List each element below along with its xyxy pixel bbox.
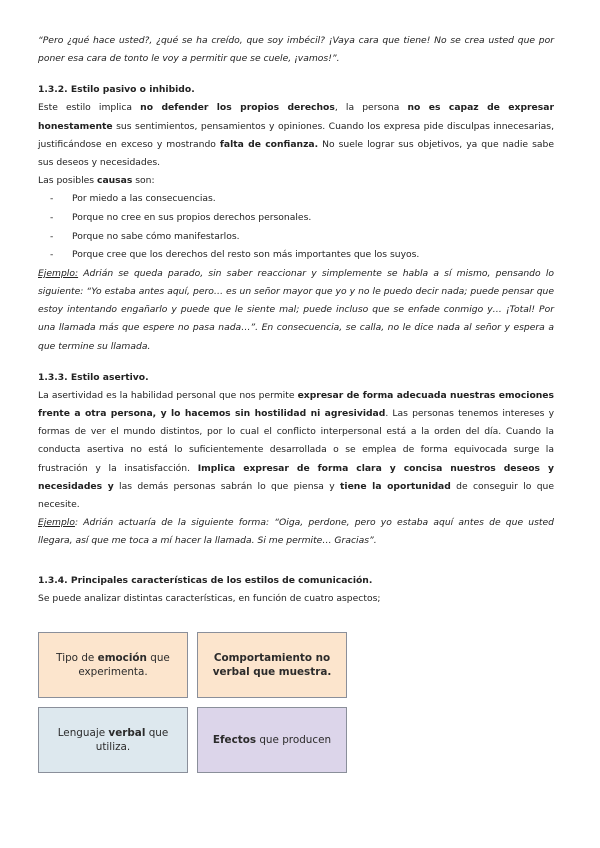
example-label: Ejemplo: [38, 517, 75, 529]
aspects-grid: [38, 632, 348, 773]
assertive-paragraph: La asertividad es la habilidad personal que nos permite expresar de forma adecuada nuestras emociones frente a otra persona, y lo hacemos sin hostilidad ni agresividad. Las personas tenemos intereses y formas de ver el mundo distintos, por lo cual el conflicto interpersonal está a la orden del día. Cuando la conducta asertiva no está lo suficientemente desarrollada o se emplea de forma equivocada surge la frustración y la insatisfacción. Implica expresar de forma clara y concisa nuestros deseos y necesidades y las demás personas sabrán lo que piensa y tiene la oportunidad de conseguir lo que necesite.: [38, 389, 555, 511]
assertive-example: Ejemplo: Adrián actuaría de la siguiente forma: “Oiga, perdone, pero yo estaba aquí antes de que usted llegara, así que me toca a mí hacer la llamada. Si me permite… Gracias”.: [38, 517, 554, 547]
intro-quote: “Pero ¿qué hace usted?, ¿qué se ha creído, que soy imbécil? ¡Vaya cara que tiene! No se crea usted que por poner esa cara de tonto le voy a permitir que se cuele, ¡vamos!”.: [38, 35, 554, 65]
aspect-box-effects: Efectos que producen: [197, 707, 347, 773]
aspect-box-emotion: Tipo de emoción que experimenta.: [38, 632, 188, 698]
list-item: - Porque no sabe cómo manifestarlos.: [50, 230, 240, 242]
list-item: - Porque no cree en sus propios derechos personales.: [50, 212, 312, 224]
list-item: - Porque cree que los derechos del resto son más importantes que los suyos.: [50, 249, 420, 261]
features-intro: Se puede analizar distintas características, en función de cuatro aspectos;: [38, 592, 381, 604]
heading-communication-features: 1.3.4. Principales características de los estilos de comunicación.: [38, 574, 373, 586]
document-page: [38, 32, 554, 608]
example-label: Ejemplo:: [38, 267, 79, 279]
passive-paragraph: Este estilo implica no defender los propios derechos, la persona no es capaz de expresar honestamente sus sentimientos, pensamientos y opiniones. Cuando los expresa pide disculpas innecesarias, justificándose en exceso y mostrando falta de confianza. No suele lograr sus objetivos, ya que nadie sabe sus deseos y necesidades.: [38, 102, 554, 169]
heading-assertive-style: 1.3.3. Estilo asertivo.: [38, 371, 149, 383]
aspect-box-nonverbal: Comportamiento no verbal que muestra.: [197, 632, 347, 698]
aspect-box-verbal: Lenguaje verbal que utiliza.: [38, 707, 188, 773]
list-item: - Por miedo a las consecuencias.: [50, 193, 216, 205]
passive-example: Ejemplo: Adrián se queda parado, sin saber reaccionar y simplemente se habla a sí mismo, pensando lo siguiente: “Yo estaba antes aquí, pero… es un señor mayor que yo y no le puedo decir nada; puede pensar que estoy intentando engañarlo y puede que le siente mal; puede incluso que se enfade conmigo y… ¡Total! Por una llamada más que espere no pasa nada…”. En consecuencia, se calla, no le dice nada al señor y espera a que termine su llamada.: [38, 267, 554, 352]
causes-intro: Las posibles causas son:: [38, 175, 155, 187]
causes-list: [38, 190, 554, 264]
heading-passive-style: 1.3.2. Estilo pasivo o inhibido.: [38, 84, 195, 96]
